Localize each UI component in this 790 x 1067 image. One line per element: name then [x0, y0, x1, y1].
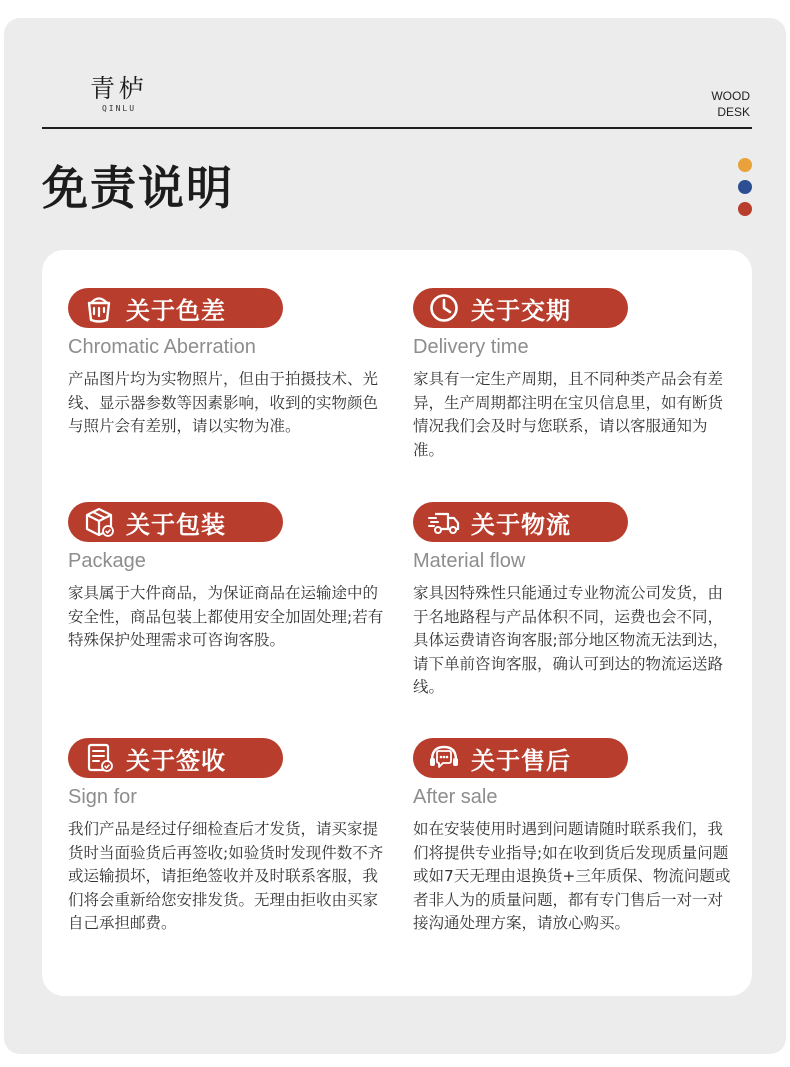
- section-package: [68, 502, 388, 653]
- section-subtitle: Package: [68, 550, 146, 572]
- section-color-difference: [68, 288, 388, 439]
- content-panel: [42, 250, 752, 996]
- section-text: 家具有一定生产周期，且不同种类产品会有差异，生产周期都注明在宝贝信息里，如有断货情况我们会及时与您联系，请以客服通知为准。: [413, 370, 724, 459]
- section-header: [413, 288, 628, 328]
- section-header: [68, 502, 283, 542]
- brand-name-en: QINLU: [101, 104, 137, 113]
- section-title: 关于交期: [471, 296, 571, 325]
- section-header: [68, 288, 283, 328]
- section-material-flow: [413, 502, 733, 700]
- headset-chat-icon: [427, 741, 461, 775]
- section-subtitle: Chromatic Aberration: [68, 336, 256, 358]
- tagline-line-1: WOOD: [711, 89, 750, 103]
- section-title: 关于色差: [126, 296, 226, 325]
- section-text: 家具属于大件商品，为保证商品在运输途中的安全性，商品包装上都使用安全加固处理;若有特殊保护处理需求可咨询客股。: [68, 584, 384, 649]
- package-icon: [82, 505, 116, 539]
- section-delivery-time: [413, 288, 733, 462]
- tagline-line-2: DESK: [717, 105, 750, 119]
- section-text: 产品图片均为实物照片，但由于拍摄技术、光线、显示器参数等因素影响，收到的实物颜色与照片会有差别，请以实物为准。: [68, 370, 379, 435]
- section-text: 如在安装使用时遇到问题请随时联系我们，我们将提供专业指导;如在收到货后发现质量问题或如7天无理由退换货+三年质保、物流问题或者非人为的质量问题，都有专门售后一对一对接沟通处理方案，请放心购买。: [413, 820, 731, 932]
- section-subtitle: Delivery time: [413, 336, 529, 358]
- paint-bucket-icon: [82, 291, 116, 325]
- receipt-check-icon: [82, 741, 116, 775]
- decor-dot-blue: [738, 180, 752, 194]
- section-header: [413, 502, 628, 542]
- section-title: 关于售后: [471, 746, 571, 775]
- section-text: 家具因特殊性只能通过专业物流公司发货，由于名地路程与产品体积不同，运费也会不同，具体运费请咨询客服;部分地区物流无法到达，请下单前咨询客服，确认可到达的物流运送路线。: [413, 584, 729, 696]
- page-title: 免责说明: [42, 161, 234, 215]
- section-header: [413, 738, 628, 778]
- section-sign-for: [68, 738, 388, 936]
- clock-icon: [427, 291, 461, 325]
- section-text: 我们产品是经过仔细检查后才发货，请买家提货时当面验货后再签收;如验货时发现件数不齐或运输损坏，请拒绝签收并及时联系客服，我们将会重新给您安排发货。无理由拒收由买家自己承担邮费。: [68, 820, 384, 932]
- decor-dot-red: [738, 202, 752, 216]
- section-subtitle: Material flow: [413, 550, 526, 572]
- section-title: 关于物流: [471, 510, 571, 539]
- decor-dot-orange: [738, 158, 752, 172]
- brand-name-cn: 青栌: [89, 74, 148, 103]
- section-title: 关于包装: [126, 510, 226, 539]
- section-subtitle: Sign for: [68, 786, 137, 808]
- section-header: [68, 738, 283, 778]
- section-title: 关于签收: [126, 746, 226, 775]
- section-subtitle: After sale: [413, 786, 498, 808]
- section-after-sale: [413, 738, 733, 936]
- delivery-truck-icon: [427, 505, 461, 539]
- tagline: [711, 88, 750, 120]
- brand-logo: [84, 74, 154, 114]
- header-divider: [42, 127, 752, 129]
